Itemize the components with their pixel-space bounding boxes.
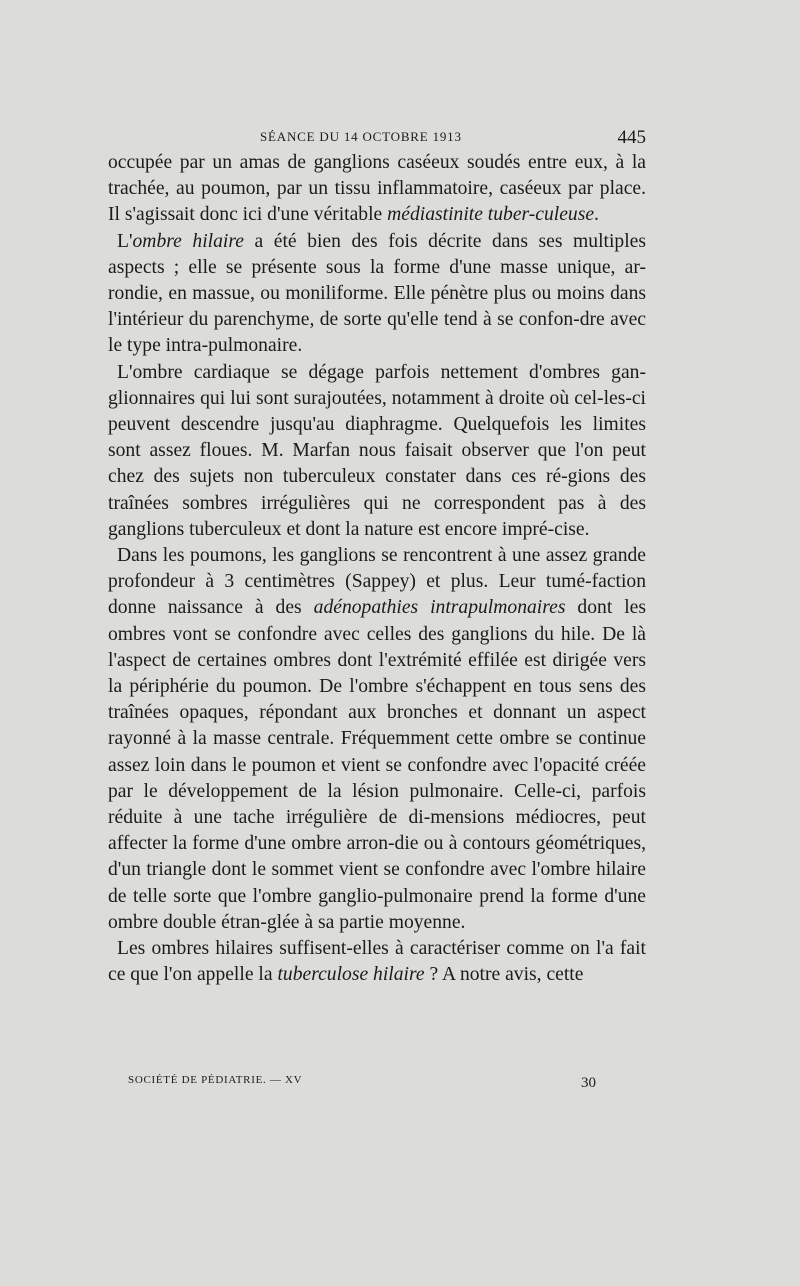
- text-run: Les ombres hilaires suffisent-elles à caractériser comme on l'a fait ce que l'on appelle la: [108, 938, 646, 986]
- paragraph: [108, 150, 646, 229]
- text-run: a été bien des fois décrite dans ses multiples aspects ; elle se présente sous la forme d'une masse unique, ar-rondie, en massue, ou moniliforme. Elle pénètre plus ou moins dans l'intérieur du parenchyme, de sorte qu'elle tend à se confon-dre avec le type intra-pulmonaire.: [108, 230, 646, 357]
- footer: [128, 1073, 598, 1103]
- italic-term: ombre hilaire: [132, 230, 244, 252]
- running-title: SÉANCE DU 14 OCTOBRE 1913: [260, 129, 462, 144]
- text-run: Dans les poumons, les ganglions se rencontrent à une assez grande profondeur à 3 centimètres (Sappey) et plus. Leur tumé-faction donne naissance à des: [108, 545, 646, 619]
- italic-term: tuberculose hilaire: [277, 964, 425, 986]
- printer-signature: SOCIÉTÉ DE PÉDIATRIE. — XV: [128, 1074, 303, 1086]
- text-run: .: [594, 204, 599, 226]
- italic-term: adénopathies intrapulmonaires: [313, 597, 566, 619]
- text-run: L': [117, 230, 133, 252]
- body-text: [108, 150, 646, 989]
- italic-term: médiastinite tuber-culeuse: [387, 204, 595, 226]
- paragraph: [108, 229, 646, 360]
- paragraph: [108, 360, 646, 543]
- text-run: dont les ombres vont se confondre avec celles des ganglions du hile. De là l'aspect de certaines ombres dont l'extrémité effilée est dirigée vers la périphérie du poumon. De l'ombre s'échappent en tous sens des traînées opaques, répondant aux bronches et donnant un aspect rayonné à la masse centrale. Fréquemment cette ombre se continue assez loin dans le poumon et vient se confondre avec l'opacité créée par le développement de la lésion pulmonaire. Celle-ci, parfois réduite à une tache irrégulière de di-mensions médiocres, peut affecter la forme d'une ombre arron-die ou à contours géométriques, d'un triangle dont le sommet vient se confondre avec l'ombre hilaire de telle sorte que l'ombre ganglio-pulmonaire prend la forme d'une ombre double étran-glée à sa partie moyenne.: [108, 597, 647, 933]
- page-number: 445: [617, 127, 646, 148]
- text-run: occupée par un amas de ganglions caséeux soudés entre eux, à la trachée, au poumon, par un tissu inflammatoire, caséeux par place. Il s'agissait donc ici d'une véritable: [108, 152, 646, 226]
- text-run: ? A notre avis, cette: [424, 964, 584, 986]
- paragraph: [108, 543, 646, 936]
- text-run: L'ombre cardiaque se dégage parfois nettement d'ombres gan-glionnaires qui lui sont surajoutées, notamment à droite où cel-les-ci peuvent descendre jusqu'au diaphragme. Quelquefois les limites sont assez floues. M. Marfan nous faisait observer que l'on peut chez des sujets non tuberculeux constater dans ces ré-gions des traînées sombres irrégulières qui ne correspondent pas à des ganglions tuberculeux et dont la nature est encore impré-cise.: [108, 361, 646, 540]
- running-head: [108, 129, 646, 151]
- paragraph: [108, 936, 646, 988]
- signature-number: 30: [581, 1075, 596, 1091]
